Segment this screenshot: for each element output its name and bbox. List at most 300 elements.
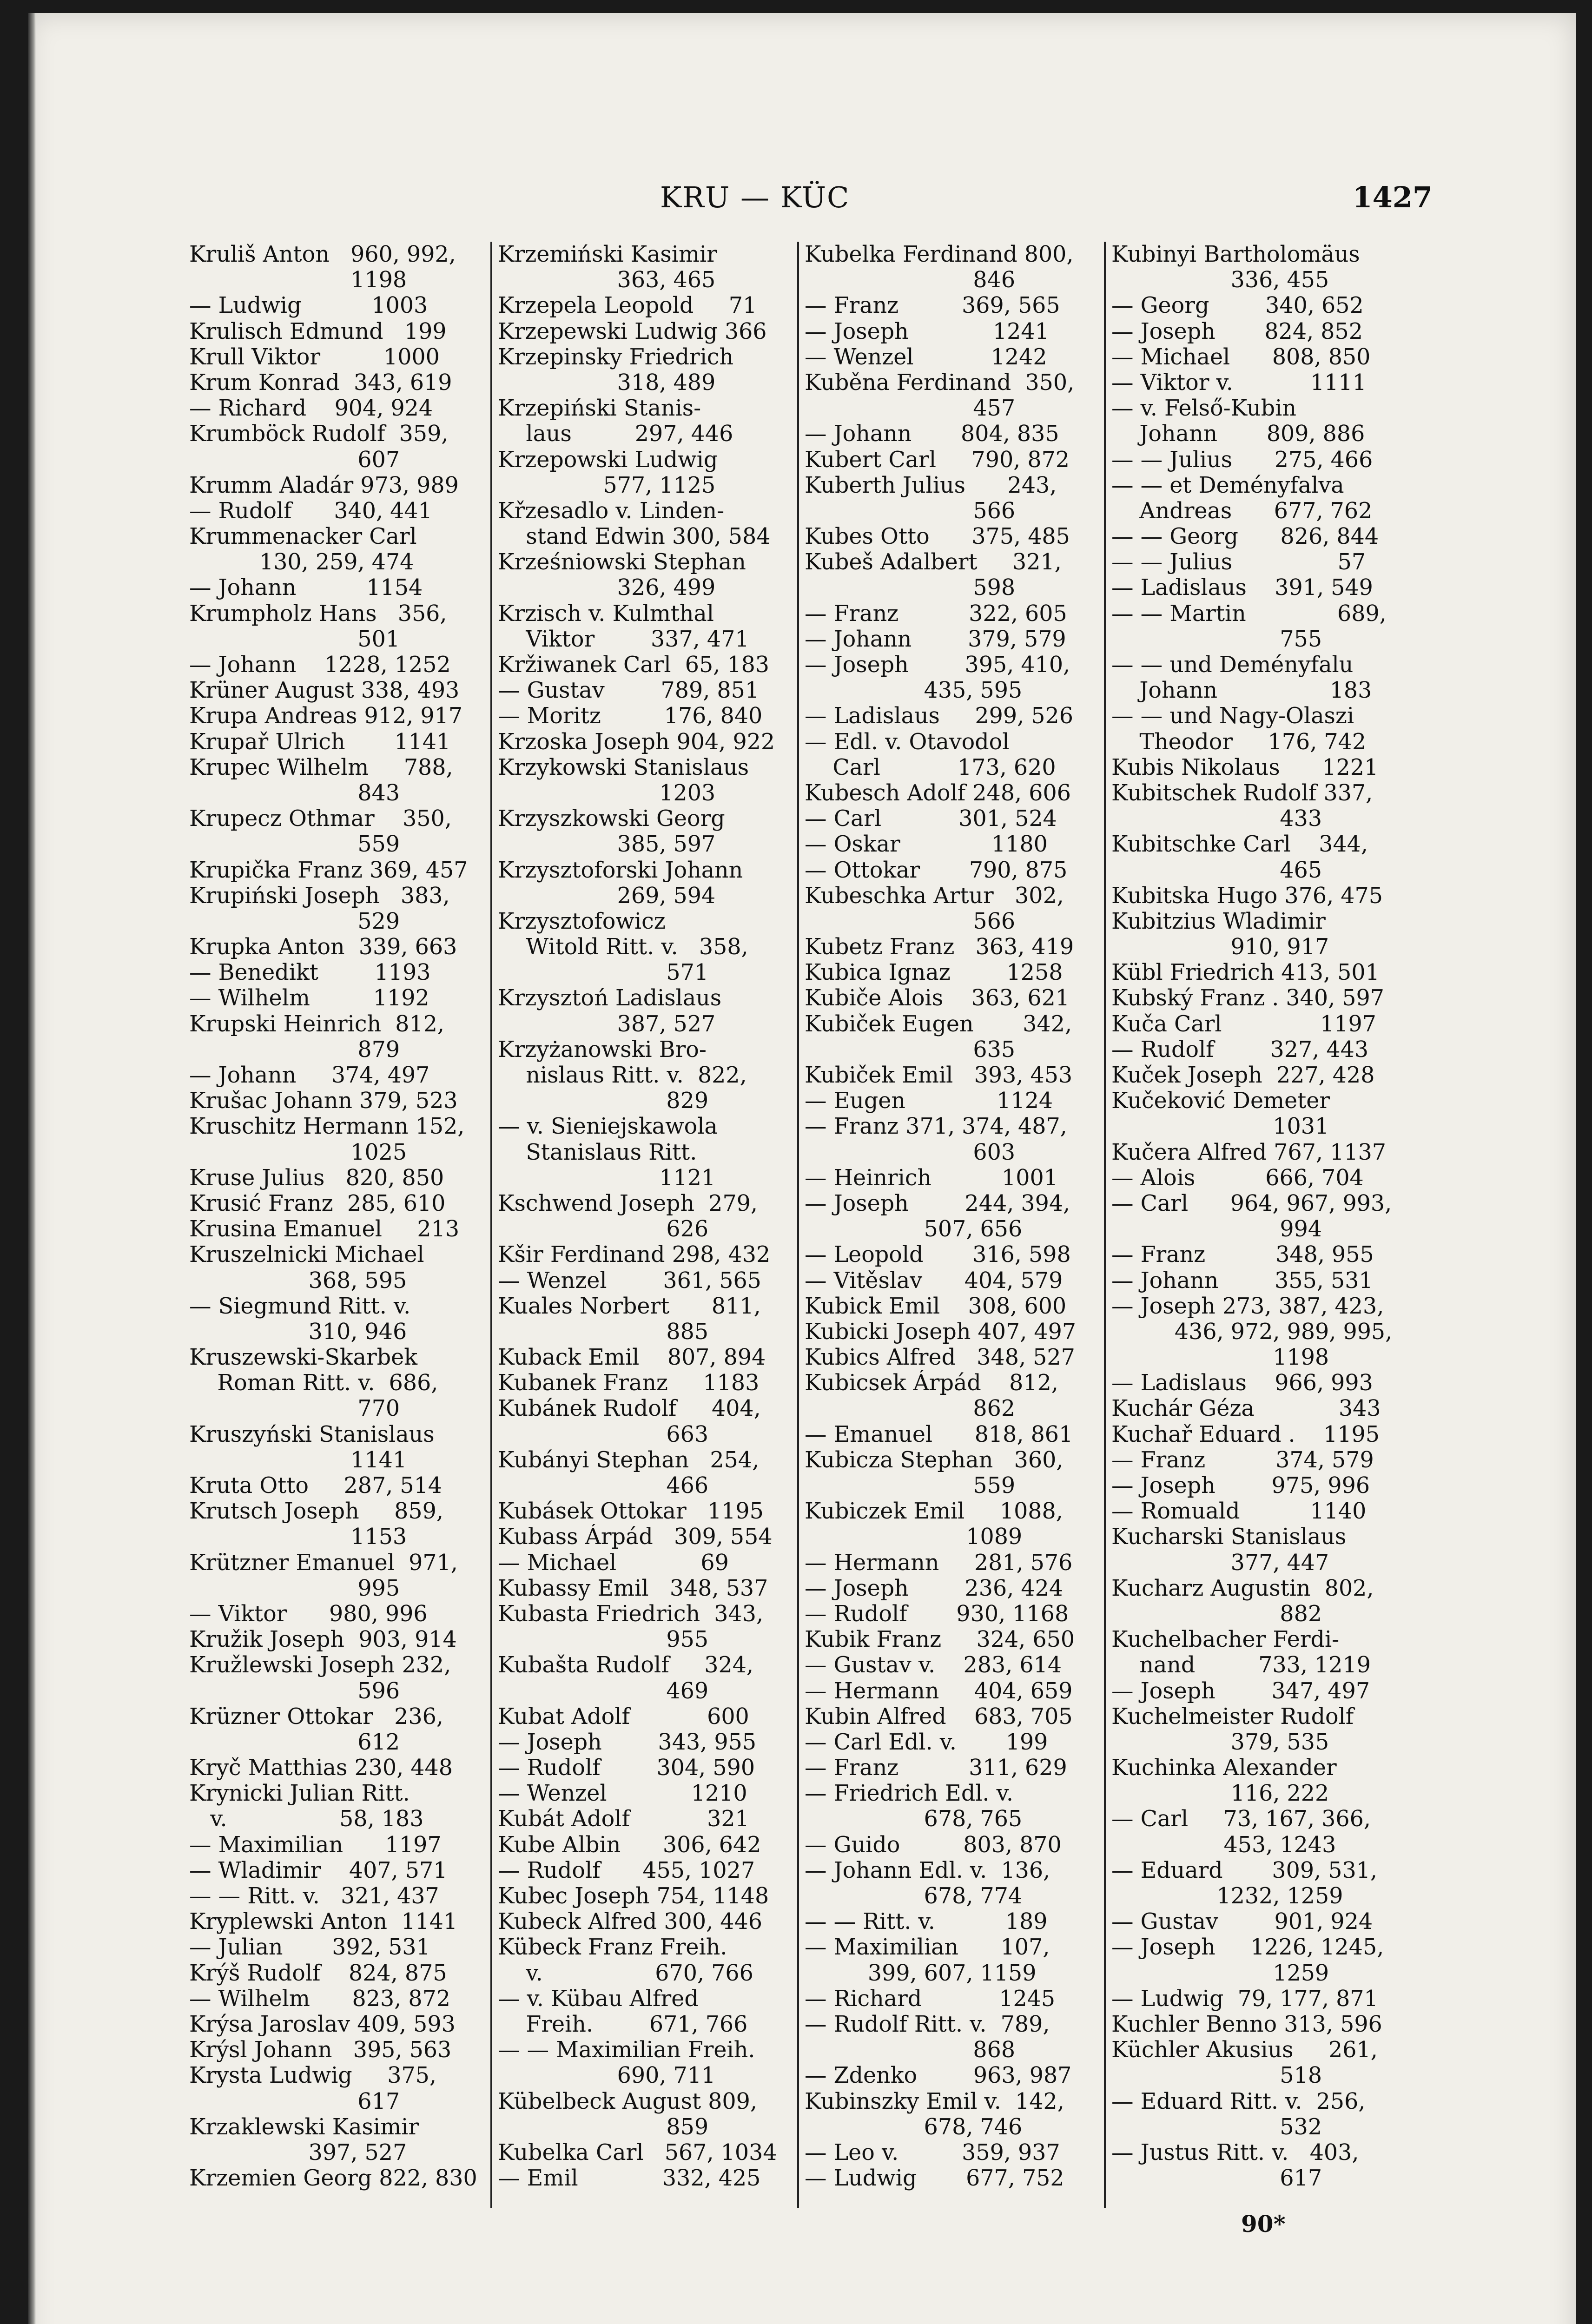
index-entry: 843 <box>189 780 400 806</box>
index-entry: Kucharski Stanislaus <box>1111 1524 1347 1550</box>
index-entry: — Wilhelm 1192 <box>189 985 429 1011</box>
page-number: 1427 <box>1352 180 1433 214</box>
index-entry: nislaus Ritt. v. 822, <box>498 1063 747 1088</box>
index-entry: 326, 499 <box>498 575 716 601</box>
column-3 <box>797 242 1104 2208</box>
index-entry: — Franz 348, 955 <box>1111 1242 1374 1268</box>
index-entry: 603 <box>805 1139 1016 1165</box>
index-entry: Kubetz Franz 363, 419 <box>805 934 1074 960</box>
index-entry: Kubert Carl 790, 872 <box>805 447 1070 473</box>
index-entry: — — et Deményfalva <box>1111 472 1344 498</box>
index-entry: — Vitěslav 404, 579 <box>805 1268 1063 1294</box>
index-entry: Kubelka Carl 567, 1034 <box>498 2139 777 2166</box>
index-entry: Krull Viktor 1000 <box>189 344 440 370</box>
index-entry: — Carl 73, 167, 366, <box>1111 1806 1371 1832</box>
index-entry: 678, 765 <box>805 1806 1023 1832</box>
index-entry: Krześniowski Stephan <box>498 549 746 575</box>
index-entry: 1153 <box>189 1524 407 1550</box>
index-entry: 635 <box>805 1037 1016 1063</box>
index-entry: — Emanuel 818, 861 <box>805 1421 1073 1447</box>
index-entry: — Joseph 273, 387, 423, <box>1111 1293 1384 1319</box>
index-entry: — — und Nagy-Olaszi <box>1111 703 1354 729</box>
index-entry: Kubský Franz . 340, 597 <box>1111 985 1384 1011</box>
index-entry: Kubes Otto 375, 485 <box>805 524 1070 550</box>
index-entry: — Guido 803, 870 <box>805 1832 1062 1858</box>
index-entry: 859 <box>498 2114 709 2140</box>
index-entry: Küchler Akusius 261, <box>1111 2037 1378 2063</box>
index-entry: — Justus Ritt. v. 403, <box>1111 2139 1359 2166</box>
index-entry: 617 <box>189 2088 400 2114</box>
index-entry: Kubick Emil 308, 600 <box>805 1293 1067 1319</box>
index-entry: — — Ritt. v. 189 <box>805 1909 1048 1935</box>
index-entry: Krzysztofowicz <box>498 908 666 934</box>
index-entry: Kruse Julius 820, 850 <box>189 1165 444 1191</box>
index-entry: — Romuald 1140 <box>1111 1499 1367 1525</box>
index-entry: Kübelbeck August 809, <box>498 2088 757 2114</box>
index-entry: Freih. 671, 766 <box>498 2011 748 2037</box>
index-entry: Kucharz Augustin 802, <box>1111 1575 1374 1601</box>
index-entry: Kryplewski Anton 1141 <box>189 1909 458 1935</box>
index-entry: 269, 594 <box>498 883 716 909</box>
index-entry: stand Edwin 300, 584 <box>498 524 771 550</box>
index-entry: Krüzner Ottokar 236, <box>189 1703 443 1730</box>
index-entry: 755 <box>1111 626 1322 652</box>
index-entry: 829 <box>498 1088 709 1114</box>
index-entry: Krzyżanowski Bro- <box>498 1037 707 1063</box>
index-entry: Kubányi Stephan 254, <box>498 1447 760 1473</box>
index-entry: Kubica Ignaz 1258 <box>805 960 1063 986</box>
index-entry: — — und Deményfalu <box>1111 652 1354 678</box>
index-entry: Krulisch Edmund 199 <box>189 318 447 344</box>
index-entry: Krusić Franz 285, 610 <box>189 1190 446 1216</box>
index-entry: — Michael 808, 850 <box>1111 344 1371 370</box>
index-entry: — Oskar 1180 <box>805 832 1048 858</box>
index-entry: Krzemiński Kasimir <box>498 242 717 267</box>
index-entry: — Viktor 980, 996 <box>189 1601 428 1627</box>
index-entry: Andreas 677, 762 <box>1111 498 1373 524</box>
index-entry: — v. Kübau Alfred <box>498 1986 699 2012</box>
index-entry: — Johann 355, 531 <box>1111 1268 1373 1294</box>
index-entry: Witold Ritt. v. 358, <box>498 934 748 960</box>
index-entry: Kuchař Eduard . 1195 <box>1111 1421 1380 1447</box>
index-entry: — Rudolf 930, 1168 <box>805 1601 1069 1627</box>
index-entry: Krupiński Joseph 383, <box>189 883 450 909</box>
binding-shadow <box>28 13 36 2324</box>
signature-mark: 90* <box>1241 2210 1286 2238</box>
index-entry: Kubasta Friedrich 343, <box>498 1601 764 1627</box>
index-entry: 130, 259, 474 <box>189 549 414 575</box>
index-entry: Johann 183 <box>1111 678 1372 704</box>
index-entry: Krupka Anton 339, 663 <box>189 934 457 960</box>
index-entry: 566 <box>805 498 1016 524</box>
index-entry: — Rudolf 304, 590 <box>498 1755 755 1781</box>
index-entry: Kubásek Ottokar 1195 <box>498 1499 764 1525</box>
index-entry: Kubeschka Artur 302, <box>805 883 1064 909</box>
index-entry: Kubeck Alfred 300, 446 <box>498 1909 762 1935</box>
index-entry: Krzykowski Stanislaus <box>498 754 749 780</box>
index-entry: Carl 173, 620 <box>805 754 1056 780</box>
index-entry: Kubec Joseph 754, 1148 <box>498 1883 769 1909</box>
index-entry: Krusina Emanuel 213 <box>189 1216 460 1242</box>
index-entry: — Ladislaus 299, 526 <box>805 703 1073 729</box>
index-entry: Kuales Norbert 811, <box>498 1293 761 1319</box>
index-entry: Kubanek Franz 1183 <box>498 1370 760 1396</box>
index-entry: 310, 946 <box>189 1319 407 1345</box>
index-entry: Kubitschke Carl 344, <box>1111 832 1368 858</box>
index-entry: — Franz 322, 605 <box>805 601 1067 627</box>
index-entry: — Ludwig 79, 177, 871 <box>1111 1986 1378 2012</box>
index-entry: Kubicsek Árpád 812, <box>805 1370 1058 1396</box>
index-entry: Kružik Joseph 903, 914 <box>189 1627 457 1653</box>
index-entry: 690, 711 <box>498 2063 716 2089</box>
index-entry: Krzepewski Ludwig 366 <box>498 318 767 344</box>
index-entry: Krzysztoń Ladislaus <box>498 985 722 1011</box>
index-entry: 678, 774 <box>805 1883 1023 1909</box>
index-entry: Kubat Adolf 600 <box>498 1703 749 1730</box>
index-entry: Krzaklewski Kasimir <box>189 2114 419 2140</box>
index-entry: 501 <box>189 626 400 652</box>
index-entry: Krumpholz Hans 356, <box>189 601 447 627</box>
index-entry: — — Martin 689, <box>1111 601 1387 627</box>
index-entry: Kübl Friedrich 413, 501 <box>1111 960 1380 986</box>
index-entry: Krysta Ludwig 375, <box>189 2063 436 2089</box>
index-entry: Krupička Franz 369, 457 <box>189 857 468 883</box>
index-entry: — Eduard Ritt. v. 256, <box>1111 2088 1366 2114</box>
index-entry: Kubitzius Wladimir <box>1111 908 1326 934</box>
index-entry: — Franz 369, 565 <box>805 293 1060 319</box>
index-entry: — Joseph 236, 424 <box>805 1575 1064 1601</box>
index-entry: v. 670, 766 <box>498 1960 753 1986</box>
index-entry: — Eduard 309, 531, <box>1111 1857 1378 1883</box>
index-entry: Kubiczek Emil 1088, <box>805 1499 1063 1525</box>
index-entry: 885 <box>498 1319 709 1345</box>
index-entry: 955 <box>498 1627 709 1653</box>
index-entry: Kübeck Franz Freih. <box>498 1934 727 1961</box>
index-entry: — Johann 379, 579 <box>805 626 1066 652</box>
index-entry: nand 733, 1219 <box>1111 1652 1371 1678</box>
index-entry: — Gustav 901, 924 <box>1111 1909 1373 1935</box>
index-entry: v. 58, 183 <box>189 1806 424 1832</box>
index-entry: 318, 489 <box>498 370 716 396</box>
index-entry: 596 <box>189 1678 400 1704</box>
index-entry: — Richard 904, 924 <box>189 396 433 422</box>
index-entry: — Georg 340, 652 <box>1111 293 1364 319</box>
index-entry: — Joseph 975, 996 <box>1111 1473 1370 1499</box>
index-entry: Kržiwanek Carl 65, 183 <box>498 652 770 678</box>
index-entry: 1198 <box>1111 1345 1329 1371</box>
index-entry: — Wenzel 1210 <box>498 1781 747 1807</box>
index-entry: 626 <box>498 1216 709 1242</box>
index-entry: Krýsa Jaroslav 409, 593 <box>189 2011 456 2037</box>
index-entry: 368, 595 <box>189 1268 407 1294</box>
index-entry: Viktor 337, 471 <box>498 626 749 652</box>
index-entry: — Joseph 343, 955 <box>498 1729 757 1755</box>
index-entry: — Wenzel 361, 565 <box>498 1268 761 1294</box>
index-entry: 559 <box>805 1473 1016 1499</box>
index-entry: Kubicza Stephan 360, <box>805 1447 1064 1473</box>
index-entry: — Gustav v. 283, 614 <box>805 1652 1062 1678</box>
index-entry: Kubass Árpád 309, 554 <box>498 1524 773 1550</box>
index-entry: — — Georg 826, 844 <box>1111 524 1379 550</box>
index-entry: — Johann 374, 497 <box>189 1063 430 1088</box>
index-entry: — Rudolf 455, 1027 <box>498 1857 755 1883</box>
index-entry: 1141 <box>189 1447 407 1473</box>
index-entry: — Johann 804, 835 <box>805 421 1059 447</box>
index-entry: Krynicki Julian Ritt. <box>189 1781 410 1807</box>
index-entry: — Joseph 824, 852 <box>1111 318 1363 344</box>
index-entry: Kučera Alfred 767, 1137 <box>1111 1139 1387 1165</box>
index-entry: — — Maximilian Freih. <box>498 2037 755 2063</box>
index-entry: Krupař Ulrich 1141 <box>189 729 451 755</box>
index-columns <box>184 242 1411 2208</box>
index-entry: — — Julius 57 <box>1111 549 1366 575</box>
index-entry: — Emil 332, 425 <box>498 2166 761 2192</box>
index-entry: 994 <box>1111 1216 1322 1242</box>
index-entry: — Edl. v. Otavodol <box>805 729 1010 755</box>
index-entry: Krüner August 338, 493 <box>189 678 460 704</box>
index-entry: — Joseph 395, 410, <box>805 652 1070 678</box>
index-entry: Kubinyi Bartholomäus <box>1111 242 1360 267</box>
index-entry: — Moritz 176, 840 <box>498 703 763 729</box>
index-entry: Kubánek Rudolf 404, <box>498 1396 761 1422</box>
index-entry: Krušac Johann 379, 523 <box>189 1088 458 1114</box>
index-entry: — Joseph 347, 497 <box>1111 1678 1370 1704</box>
index-entry: — Zdenko 963, 987 <box>805 2063 1072 2089</box>
index-entry: — Viktor v. 1111 <box>1111 370 1367 396</box>
index-entry: 507, 656 <box>805 1216 1023 1242</box>
index-entry: 862 <box>805 1396 1016 1422</box>
index-entry: — Joseph 1241 <box>805 318 1049 344</box>
index-entry: — Friedrich Edl. v. <box>805 1781 1013 1807</box>
column-1 <box>184 242 490 2208</box>
index-entry: — Johann 1228, 1252 <box>189 652 451 678</box>
index-entry: Krýsl Johann 395, 563 <box>189 2037 452 2063</box>
index-entry: — Julian 392, 531 <box>189 1934 430 1961</box>
index-entry: Kube Albin 306, 642 <box>498 1832 761 1858</box>
index-entry: 1031 <box>1111 1114 1329 1140</box>
index-entry: Kuberth Julius 243, <box>805 472 1057 498</box>
index-entry: 910, 917 <box>1111 934 1329 960</box>
index-entry: — Leo v. 359, 937 <box>805 2139 1060 2166</box>
index-entry: 879 <box>189 1037 400 1063</box>
index-entry: Krumböck Rudolf 359, <box>189 421 449 447</box>
index-entry: Kubiček Emil 393, 453 <box>805 1063 1073 1088</box>
index-entry: Kubiček Eugen 342, <box>805 1011 1072 1037</box>
index-entry: Kubát Adolf 321 <box>498 1806 749 1832</box>
column-2 <box>490 242 797 2208</box>
index-entry: Krupa Andreas 912, 917 <box>189 703 463 729</box>
index-entry: Kruschitz Hermann 152, <box>189 1114 465 1140</box>
index-entry: — Franz 311, 629 <box>805 1755 1067 1781</box>
index-entry: — Johann Edl. v. 136, <box>805 1857 1050 1883</box>
index-entry: 1198 <box>189 267 407 293</box>
index-entry: 387, 527 <box>498 1011 716 1037</box>
index-entry: Kubik Franz 324, 650 <box>805 1627 1075 1653</box>
index-entry: 882 <box>1111 1601 1322 1627</box>
index-entry: — Maximilian 1197 <box>189 1832 442 1858</box>
index-entry: — Heinrich 1001 <box>805 1165 1058 1191</box>
index-entry: 397, 527 <box>189 2139 407 2166</box>
index-entry: Krum Konrad 343, 619 <box>189 370 452 396</box>
index-entry: 469 <box>498 1678 709 1704</box>
index-entry: Theodor 176, 742 <box>1111 729 1367 755</box>
index-entry: Krupec Wilhelm 788, <box>189 754 453 780</box>
index-entry: 116, 222 <box>1111 1781 1329 1807</box>
index-entry: — Ludwig 677, 752 <box>805 2166 1064 2192</box>
index-entry: Krzoska Joseph 904, 922 <box>498 729 775 755</box>
index-entry: Kuča Carl 1197 <box>1111 1011 1376 1037</box>
index-entry: Krzepiński Stanis- <box>498 396 701 422</box>
index-entry: 1232, 1259 <box>1111 1883 1343 1909</box>
index-entry: — Alois 666, 704 <box>1111 1165 1364 1191</box>
index-entry: — Wenzel 1242 <box>805 344 1047 370</box>
index-entry: 846 <box>805 267 1016 293</box>
index-entry: Kubitschek Rudolf 337, <box>1111 780 1373 806</box>
index-entry: Krummenacker Carl <box>189 524 417 550</box>
index-entry: — Michael 69 <box>498 1550 729 1576</box>
index-entry: — Gustav 789, 851 <box>498 678 760 704</box>
index-entry: Krýš Rudolf 824, 875 <box>189 1960 447 1986</box>
index-entry: Kruta Otto 287, 514 <box>189 1473 443 1499</box>
index-entry: 1259 <box>1111 1960 1329 1986</box>
index-entry: Krzyszkowski Georg <box>498 806 725 832</box>
index-entry: — Joseph 244, 394, <box>805 1190 1070 1216</box>
index-entry: Kubeš Adalbert 321, <box>805 549 1062 575</box>
index-entry: — Rudolf 327, 443 <box>1111 1037 1369 1063</box>
index-entry: 532 <box>1111 2114 1322 2140</box>
index-entry: 598 <box>805 575 1016 601</box>
index-entry: — Rudolf 340, 441 <box>189 498 432 524</box>
index-entry: — Wilhelm 823, 872 <box>189 1986 451 2012</box>
index-entry: Krupecz Othmar 350, <box>189 806 452 832</box>
index-entry: 995 <box>189 1575 400 1601</box>
index-entry: laus 297, 446 <box>498 421 733 447</box>
index-entry: — Benedikt 1193 <box>189 960 431 986</box>
index-entry: Kruszewski-Skarbek <box>189 1345 418 1371</box>
index-entry: Krzepinsky Friedrich <box>498 344 734 370</box>
index-entry: — — Ritt. v. 321, 437 <box>189 1883 439 1909</box>
index-entry: Kryč Matthias 230, 448 <box>189 1755 453 1781</box>
index-entry: 663 <box>498 1421 709 1447</box>
index-entry: Kšir Ferdinand 298, 432 <box>498 1242 771 1268</box>
index-entry: 385, 597 <box>498 832 716 858</box>
index-entry: Kubelka Ferdinand 800, <box>805 242 1074 267</box>
index-entry: Kuběna Ferdinand 350, <box>805 370 1075 396</box>
index-entry: 678, 746 <box>805 2114 1023 2140</box>
index-entry: 377, 447 <box>1111 1550 1329 1576</box>
index-entry: Kruliš Anton 960, 992, <box>189 242 456 267</box>
index-entry: 1203 <box>498 780 716 806</box>
index-entry: Krumm Aladár 973, 989 <box>189 472 459 498</box>
index-entry: — Ladislaus 966, 993 <box>1111 1370 1373 1396</box>
index-entry: Kubašta Rudolf 324, <box>498 1652 754 1678</box>
index-entry: Krzisch v. Kulmthal <box>498 601 714 627</box>
index-entry: Kubicki Joseph 407, 497 <box>805 1319 1077 1345</box>
index-entry: Kružlewski Joseph 232, <box>189 1652 451 1678</box>
index-entry: Krzepowski Ludwig <box>498 447 718 473</box>
index-entry: Krützner Emanuel 971, <box>189 1550 458 1576</box>
index-entry: 1089 <box>805 1524 1023 1550</box>
index-entry: — v. Felső-Kubin <box>1111 396 1296 422</box>
index-entry: 399, 607, 1159 <box>805 1960 1037 1986</box>
index-entry: 559 <box>189 832 400 858</box>
index-entry: — Joseph 1226, 1245, <box>1111 1934 1384 1961</box>
index-entry: — Carl Edl. v. 199 <box>805 1729 1048 1755</box>
index-entry: 617 <box>1111 2166 1322 2192</box>
index-entry: Kuback Emil 807, 894 <box>498 1345 766 1371</box>
index-entry: Kuchelmeister Rudolf <box>1111 1703 1354 1730</box>
index-entry: 466 <box>498 1473 709 1499</box>
index-entry: — Wladimir 407, 571 <box>189 1857 448 1883</box>
index-entry: Křzesadlo v. Linden- <box>498 498 725 524</box>
index-entry: 571 <box>498 960 709 986</box>
index-entry: Kruszyński Stanislaus <box>189 1421 435 1447</box>
index-entry: — Ottokar 790, 875 <box>805 857 1068 883</box>
index-entry: — v. Sieniejskawola <box>498 1114 718 1140</box>
index-entry: Kubiče Alois 363, 621 <box>805 985 1070 1011</box>
index-entry: 363, 465 <box>498 267 716 293</box>
index-entry: 435, 595 <box>805 678 1023 704</box>
index-entry: — Ludwig 1003 <box>189 293 428 319</box>
index-entry: — Hermann 404, 659 <box>805 1678 1073 1704</box>
index-entry: — — Julius 275, 466 <box>1111 447 1373 473</box>
index-entry: 453, 1243 <box>1111 1832 1336 1858</box>
index-entry: Krzysztoforski Johann <box>498 857 743 883</box>
index-entry: Kubinszky Emil v. 142, <box>805 2088 1064 2114</box>
index-entry: Kuchelbacher Ferdi- <box>1111 1627 1340 1653</box>
index-entry: 457 <box>805 396 1016 422</box>
index-entry: — Hermann 281, 576 <box>805 1550 1073 1576</box>
index-entry: — Carl 964, 967, 993, <box>1111 1190 1392 1216</box>
index-entry: Kubics Alfred 348, 527 <box>805 1345 1075 1371</box>
running-head: KRU — KÜC <box>660 180 850 214</box>
index-entry: — Leopold 316, 598 <box>805 1242 1071 1268</box>
index-entry: — Siegmund Ritt. v. <box>189 1293 411 1319</box>
index-entry: Kuček Joseph 227, 428 <box>1111 1063 1375 1088</box>
index-entry: — Rudolf Ritt. v. 789, <box>805 2011 1050 2037</box>
index-entry: Kruszelnicki Michael <box>189 1242 424 1268</box>
index-entry: Kubin Alfred 683, 705 <box>805 1703 1073 1730</box>
index-entry: 612 <box>189 1729 400 1755</box>
index-entry: Roman Ritt. v. 686, <box>189 1370 438 1396</box>
index-entry: 1025 <box>189 1139 407 1165</box>
column-4 <box>1104 242 1411 2208</box>
index-entry: Kuchár Géza 343 <box>1111 1396 1381 1422</box>
index-entry: — Franz 371, 374, 487, <box>805 1114 1067 1140</box>
index-entry: — Eugen 1124 <box>805 1088 1053 1114</box>
index-entry: 770 <box>189 1396 400 1422</box>
index-entry: 577, 1125 <box>498 472 716 498</box>
index-entry: 868 <box>805 2037 1016 2063</box>
index-entry: — Carl 301, 524 <box>805 806 1057 832</box>
index-entry: Kubesch Adolf 248, 606 <box>805 780 1071 806</box>
index-entry: 465 <box>1111 857 1322 883</box>
index-entry: — Maximilian 107, <box>805 1934 1050 1961</box>
index-entry: 379, 535 <box>1111 1729 1329 1755</box>
index-entry: 336, 455 <box>1111 267 1329 293</box>
index-entry: Kschwend Joseph 279, <box>498 1190 758 1216</box>
index-entry: 433 <box>1111 806 1322 832</box>
index-entry: 529 <box>189 908 400 934</box>
index-entry: Kubassy Emil 348, 537 <box>498 1575 768 1601</box>
index-entry: Kuchinka Alexander <box>1111 1755 1337 1781</box>
index-entry: Krutsch Joseph 859, <box>189 1499 443 1525</box>
index-entry: Kubitska Hugo 376, 475 <box>1111 883 1383 909</box>
index-entry: 518 <box>1111 2063 1322 2089</box>
index-entry: Kučeković Demeter <box>1111 1088 1330 1114</box>
index-entry: Kuchler Benno 313, 596 <box>1111 2011 1382 2037</box>
index-entry: Krupski Heinrich 812, <box>189 1011 445 1037</box>
